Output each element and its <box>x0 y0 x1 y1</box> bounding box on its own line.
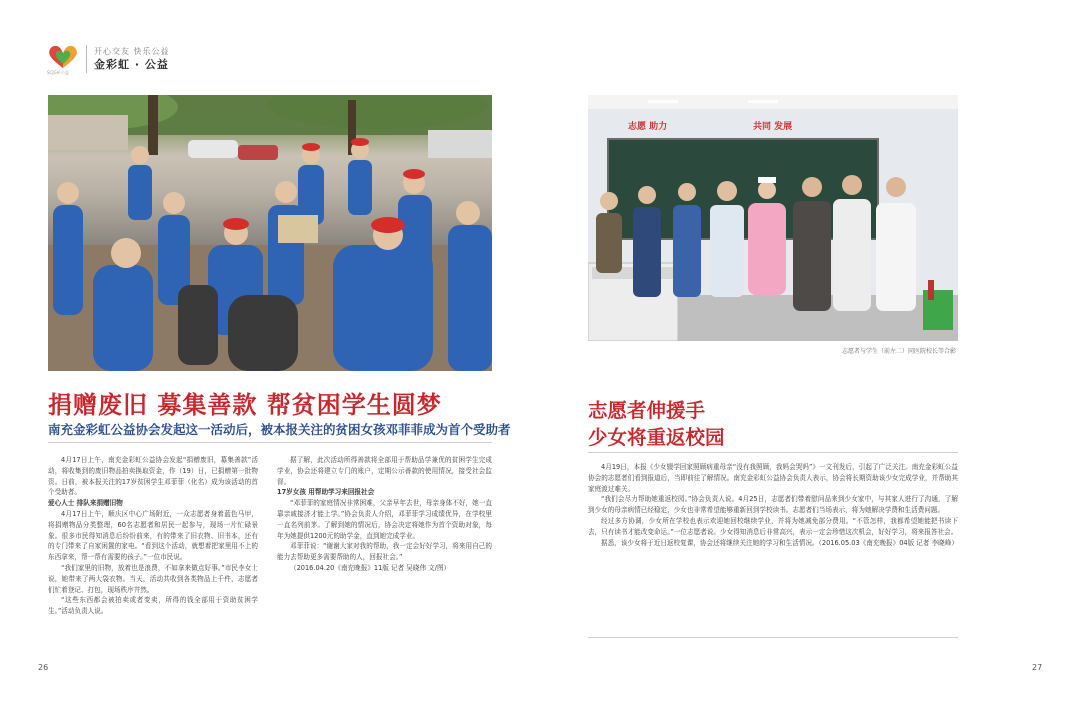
brand-header <box>48 44 170 74</box>
left-article-column-2 <box>277 455 492 645</box>
column-name: 金彩虹 · 公益 <box>94 58 169 71</box>
paragraph: 据悉，该少女将于近日返校复课，协会还将继续关注她的学习和生活情况。（2016.05.03《南充晚报》04版 记者 李晓峰） <box>601 538 958 547</box>
brand-divider <box>86 45 87 73</box>
right-divider-top <box>588 452 958 453</box>
brand-text <box>94 46 170 72</box>
group-photo <box>588 95 958 341</box>
right-article-body <box>588 462 958 612</box>
paragraph: “我们会尽力帮助她重返校园。”协会负责人说。4月25日，志愿者们带着慰问品来到少女家中，与其家人进行了沟通，了解到少女的母亲病情已经稳定，少女也非常希望能够重新回到学校读书。志愿者们当场表示，将为她解决学费和生活费问题。 <box>588 495 958 515</box>
paragraph: 据了解，此次活动所得善款将全部用于帮助品学兼优的贫困学生完成学业，协会还将建立专门的账户，定期公示善款的使用情况，接受社会监督。 <box>277 456 492 486</box>
paragraph: （2016.04.20《南充晚报》11版 记者 吴晓伟 文/图） <box>290 563 451 572</box>
paragraph: 经过多方协调，少女所在学校也表示欢迎她回校继续学业，并将为她减免部分费用。“不管怎样，我都希望她能把书读下去，只有读书才能改变命运。”一位志愿者说。少女得知消息后非常高兴，表示一定会珍惜这次机会，好好学习，将来报答社会。 <box>588 516 958 536</box>
left-article-column-1 <box>48 455 258 645</box>
crowd-volunteers-photo <box>48 95 492 371</box>
right-title-line-1: 志愿者伸援手 <box>588 399 706 422</box>
classroom-sign-left: 志愿 助力 <box>628 122 668 132</box>
paragraph: 4月19日，本报《少女辍学回家照顾病重母亲“没有我照顾，我妈会哭吗”》一文刊发后，引起了广泛关注。南充金彩虹公益协会的志愿者们看到报道后，当即前往了解情况。南充金彩虹公益协会负责人表示，协会将长期资助该少女完成学业，并帮助其家庭渡过难关。 <box>588 463 958 493</box>
left-divider <box>48 442 492 443</box>
paragraph: 邓菲菲说：“谢谢大家对我的帮助，我一定会好好学习，将来用自己的能力去帮助更多需要帮助的人，回报社会。” <box>277 542 492 562</box>
heart-logo-icon <box>48 44 78 74</box>
paragraph: “我们家里的旧物，放着也是浪费，不如拿来做点好事。”市民李女士说，她带来了两大袋衣物。当天，活动共收到各类物品上千件，志愿者们忙着登记、打包，现场秩序井然。 <box>48 563 258 594</box>
brand-slogan: 开心交友 快乐公益 <box>94 47 170 56</box>
page-number-left: 26 <box>38 663 49 672</box>
subsection-heading: 爱心人士 排队来捐赠旧物 <box>48 499 123 508</box>
photo-caption: 志愿者与学生（前左二）同医院校长等合影 <box>841 348 956 355</box>
left-article-title: 捐赠废旧 募集善款 帮贫困学生圆梦 <box>48 390 442 419</box>
subsection-heading: 17岁女孩 用帮助学习来回报社会 <box>277 488 375 497</box>
classroom-sign-right: 共同 发展 <box>753 122 793 132</box>
right-title-line-2: 少女将重返校园 <box>588 426 725 449</box>
right-divider-bottom <box>588 637 958 638</box>
logo-caption: SCJGH·公益 <box>47 70 69 75</box>
paragraph: “邓菲菲的家庭情况非常困难，父亲早年去世，母亲身体不好，她一直靠亲戚接济才能上学。”协会负责人介绍，邓菲菲学习成绩优异，在学校里一直名列前茅。了解到她的情况后，协会决定将她作为首个资助对象，每年为她提供1200元的助学金，直到她完成学业。 <box>277 499 492 540</box>
left-article-subtitle: 南充金彩虹公益协会发起这一活动后，被本报关注的贫困女孩邓菲菲成为首个受助者 <box>48 422 511 437</box>
paragraph: 4月17日上午，南充金彩虹公益协会发起“捐赠废旧，募集善款”活动，将收集到的废旧物品拍卖换取资金，作（19）日，已捐赠第一批物资。日前，被本报关注的17岁贫困学生邓菲菲（化名）成为该活动的首个受助者。 <box>48 456 258 497</box>
right-article-title <box>588 397 725 451</box>
page-number-right: 27 <box>1032 663 1043 672</box>
paragraph: “这些东西都会被拍卖或者变卖，所得的钱全部用于资助贫困学生。”活动负责人说。 <box>48 596 258 616</box>
paragraph: 4月17日上午，顺庆区中心广场附近，一众志愿者身着蓝色马甲，将捐赠物品分类整理，60名志愿者和居民一起参与，现场一片忙碌景象。很多市民得知消息后纷纷前来，有的带来了旧衣物、旧书本，还有的专门带来了自家闲置的家电。“看到这个活动，就想着把家里用不上的东西拿来，帮一帮有需要的孩子。”一位市民说。 <box>48 509 258 562</box>
